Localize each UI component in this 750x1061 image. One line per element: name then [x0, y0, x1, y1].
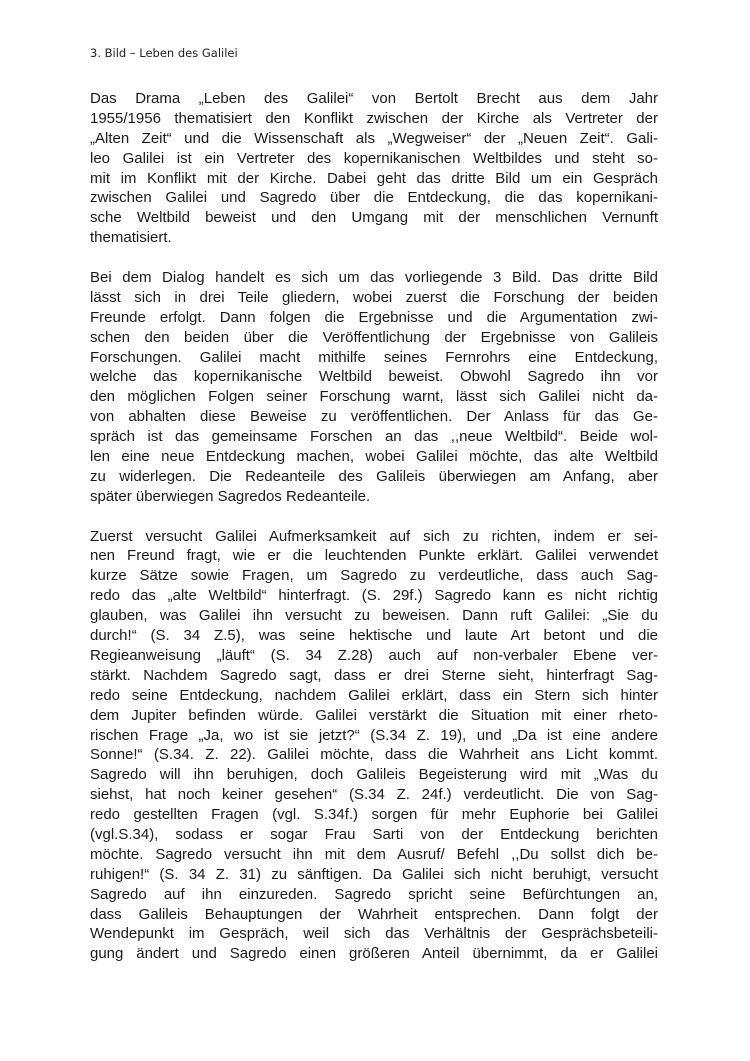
text-line: redo gestellten Fragen (vgl. S.34f.) sorgen für mehr Euphorie bei Galilei [90, 806, 658, 824]
text-line: redo seine Entdeckung, nachdem Galilei erklärt, dass ein Stern sich hinter [90, 686, 658, 704]
text-line: Das Drama „Leben des Galilei“ von Bertolt Brecht aus dem Jahr [90, 90, 658, 107]
body-text [90, 89, 658, 984]
text-line: Wendepunkt im Gespräch, weil sich das Verhältnis der Gesprächsbeteili- [90, 925, 658, 943]
text-line: nen Freund fragt, wie er die leuchtenden Punkte erklärt. Galilei verwendet [90, 547, 658, 565]
text-line: Sonne!“ (S.34. Z. 22). Galilei möchte, dass die Wahrheit ans Licht kommt. [90, 746, 658, 764]
text-line: len eine neue Entdeckung machen, wobei Galilei möchte, das alte Weltbild [90, 448, 658, 466]
text-line: Sagredo will ihn beruhigen, doch Galileis Begeisterung wird mit „Was du [90, 766, 658, 784]
text-line: Sagredo auf ihn einzureden. Sagredo spricht seine Befürchtungen an, [90, 885, 658, 903]
text-line: rischen Frage „Ja, wo ist sie jetzt?“ (S.34 Z. 19), und „Da ist eine andere [90, 726, 658, 744]
text-line: siehst, hat noch keiner gesehen“ (S.34 Z. 24f.) verdeutlicht. Die von Sag- [90, 786, 658, 804]
text-line: spräch ist das gemeinsame Forschen an das ,,neue Weltbild“. Beide wol- [90, 428, 658, 446]
text-line: den möglichen Folgen seiner Forschung warnt, lässt sich Galilei nicht da- [90, 388, 658, 406]
text-line: möchte. Sagredo versucht ihn mit dem Ausruf/ Befehl ,,Du sollst dich be- [90, 845, 658, 863]
text-line: Freunde erfolgt. Dann folgen die Ergebnisse und die Argumentation zwi- [90, 308, 658, 326]
text-line: redo das „alte Weltbild“ hinterfragt. (S. 29f.) Sagredo kann es nicht richtig [90, 587, 658, 605]
text-line: (vgl.S.34), sodass er sogar Frau Sarti von der Entdeckung berichten [90, 825, 658, 843]
text-line: kurze Sätze sowie Fragen, um Sagredo zu verdeutliche, dass auch Sag- [90, 567, 658, 585]
text-line: zu widerlegen. Die Redeanteile des Galileis überwiegen am Anfang, aber [90, 467, 658, 485]
text-line: welche das kopernikanische Weltbild beweist. Obwohl Sagredo ihn vor [90, 368, 658, 386]
text-line: thematisiert. [90, 229, 172, 247]
paragraph-1 [90, 89, 658, 248]
text-line: dem Jupiter befinden würde. Galilei verstärkt die Situation mit einer rheto- [90, 706, 658, 724]
text-line: „Alten Zeit“ und die Wissenschaft als „Wegweiser“ der „Neuen Zeit“. Gali- [90, 129, 658, 147]
text-line: sche Weltbild beweist und den Umgang mit der menschlichen Vernunft [90, 209, 658, 227]
text-line: von abhalten diese Beweise zu veröffentlichen. Der Anlass für das Ge- [90, 408, 658, 426]
text-line: dass Galileis Behauptungen der Wahrheit entsprechen. Dann folgt der [90, 905, 658, 923]
page-header: 3. Bild – Leben des Galilei [90, 46, 238, 60]
text-line: Regieanweisung „läuft“ (S. 34 Z.28) auch auf non-verbaler Ebene ver- [90, 646, 658, 664]
text-line: Bei dem Dialog handelt es sich um das vorliegende 3 Bild. Das dritte Bild [90, 269, 658, 287]
text-line: zwischen Galilei und Sagredo über die Entdeckung, die das kopernikani- [90, 189, 658, 207]
text-line: 1955/1956 thematisiert den Konflikt zwischen der Kirche als Vertreter der [90, 109, 658, 127]
text-line: glauben, was Galilei ihn versucht zu beweisen. Dann ruft Galilei: „Sie du [90, 607, 658, 625]
text-line: später überwiegen Sagredos Redeanteile. [90, 487, 371, 505]
paragraph-3 [90, 527, 658, 965]
text-line: gung ändert und Sagredo einen größeren Anteil übernimmt, da er Galilei [90, 945, 658, 963]
paragraph-2 [90, 268, 658, 507]
text-line: schen den beiden über die Veröffentlichung der Ergebnisse von Galileis [90, 328, 658, 346]
text-line: Zuerst versucht Galilei Aufmerksamkeit auf sich zu richten, indem er sei- [90, 527, 658, 545]
text-line: lässt sich in drei Teile gliedern, wobei zuerst die Forschung der beiden [90, 288, 658, 306]
text-line: durch!“ (S. 34 Z.5), was seine hektische und laute Art betont und die [90, 627, 658, 645]
text-line: leo Galilei ist ein Vertreter des kopernikanischen Weltbildes und steht so- [90, 149, 658, 167]
text-line: Forschungen. Galilei macht mithilfe seines Fernrohrs eine Entdeckung, [90, 348, 658, 366]
text-line: ruhigen!“ (S. 34 Z. 31) zu sänftigen. Da Galilei sich nicht beruhigt, versucht [90, 865, 658, 883]
text-line: mit im Konflikt mit der Kirche. Dabei geht das dritte Bild um ein Gespräch [90, 169, 658, 187]
text-line: stärkt. Nachdem Sagredo sagt, dass er drei Sterne sieht, hinterfragt Sag- [90, 666, 658, 684]
